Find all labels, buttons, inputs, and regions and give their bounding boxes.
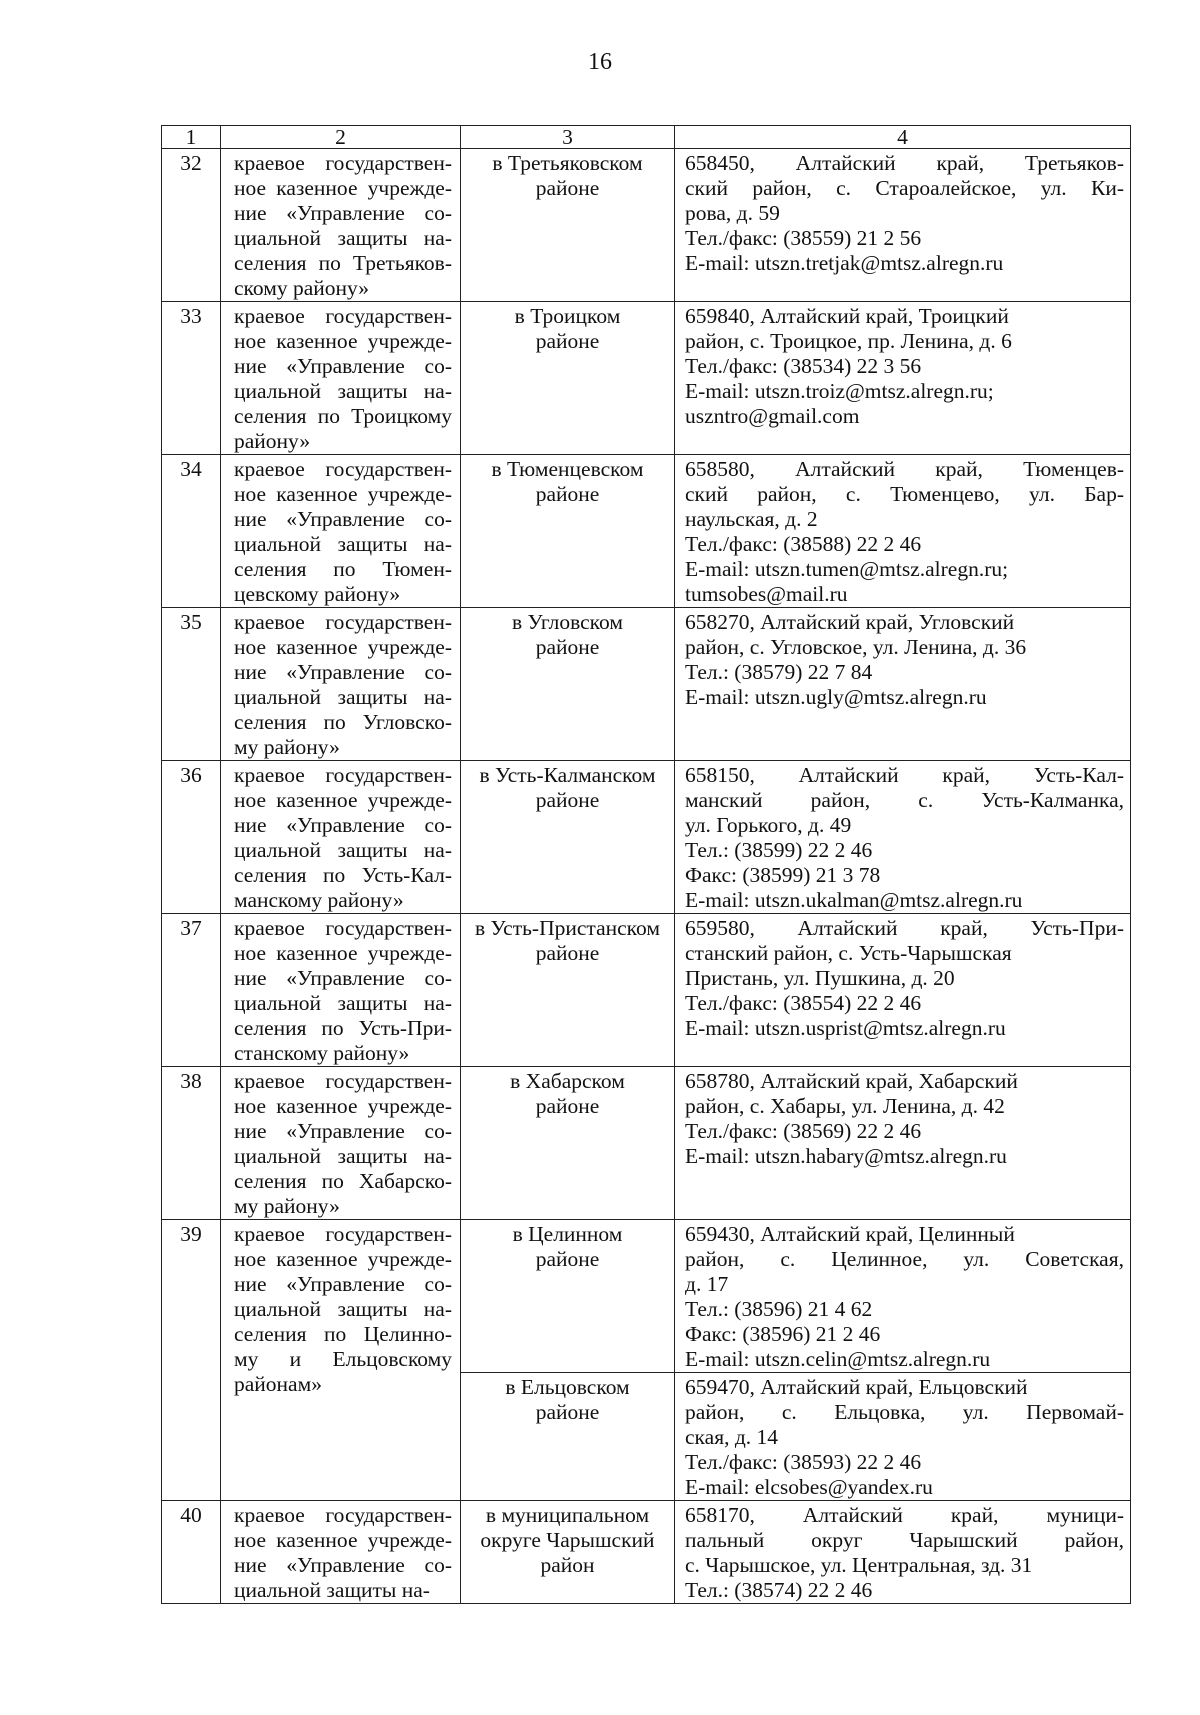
organization-name-line: селения по Третьяков- — [234, 251, 452, 275]
address-line: район, с. Целинное, ул. Советская, — [685, 1247, 1124, 1271]
address-line: 659470, Алтайский край, Ельцовский — [685, 1375, 1028, 1399]
organization-name-line: ние «Управление со- — [234, 507, 452, 531]
organization-name-line: циальной защиты на- — [234, 379, 452, 403]
district-name-line: в Тюменцевском — [491, 457, 644, 481]
district-name-line: районе — [535, 788, 600, 812]
organization-name-line: манскому району» — [234, 888, 404, 912]
address-contacts — [675, 1373, 1131, 1501]
row-number: 33 — [162, 302, 221, 455]
organization-name-line: селения по Тюмен- — [234, 557, 452, 581]
organization-name-line: ное казенное учрежде- — [234, 1528, 452, 1552]
organization-name-line: ние «Управление со- — [234, 966, 452, 990]
organization-name-line: циальной защиты на- — [234, 532, 452, 556]
header-col-3: 3 — [461, 126, 675, 149]
organization-name-line: станскому району» — [234, 1041, 410, 1065]
district-name — [461, 1501, 675, 1604]
email-line: E-mail: utszn.troiz@mtsz.alregn.ru; — [685, 379, 994, 403]
row-number: 35 — [162, 608, 221, 761]
district-name-line: в Усть-Калманском — [479, 763, 656, 787]
address-line: район, с. Угловское, ул. Ленина, д. 36 — [685, 635, 1027, 659]
address-line: 658150, Алтайский край, Усть-Кал- — [685, 763, 1124, 787]
address-line: 658170, Алтайский край, муници- — [685, 1503, 1124, 1527]
table-body — [162, 149, 1131, 1604]
page-number: 16 — [588, 49, 612, 75]
district-name-line: районе — [535, 941, 600, 965]
table-row — [162, 608, 1131, 761]
phone-line: Факс: (38599) 21 3 78 — [685, 863, 881, 887]
organization-name-line: ное казенное учрежде- — [234, 1094, 452, 1118]
phone-line: Тел.: (38599) 22 2 46 — [685, 838, 873, 862]
email-line: E-mail: utszn.habary@mtsz.alregn.ru — [685, 1144, 1007, 1168]
phone-line: Тел./факс: (38534) 22 3 56 — [685, 354, 922, 378]
table-row — [162, 761, 1131, 914]
row-number: 32 — [162, 149, 221, 302]
organization-name-line: му и Ельцовскому — [234, 1347, 452, 1371]
row-number: 37 — [162, 914, 221, 1067]
phone-line: Тел./факс: (38588) 22 2 46 — [685, 532, 922, 556]
organization-name-line: району» — [234, 429, 311, 453]
organization-name-line: краевое государствен- — [234, 763, 452, 787]
email-line: tumsobes@mail.ru — [685, 582, 848, 606]
address-line: 658580, Алтайский край, Тюменцев- — [685, 457, 1124, 481]
organization-name-line: краевое государствен- — [234, 457, 452, 481]
organization-name-line: циальной защиты на- — [234, 1297, 452, 1321]
organization-name-line: ное казенное учрежде- — [234, 176, 452, 200]
organization-name-line: ние «Управление со- — [234, 1119, 452, 1143]
district-name — [461, 302, 675, 455]
organization-name-line: ние «Управление со- — [234, 813, 452, 837]
row-number: 38 — [162, 1067, 221, 1220]
organization-name-line: ное казенное учрежде- — [234, 1247, 452, 1271]
address-line: 659580, Алтайский край, Усть-При- — [685, 916, 1124, 940]
organization-name-line: циальной защиты на- — [234, 1578, 430, 1602]
phone-line: Тел./факс: (38554) 22 2 46 — [685, 991, 922, 1015]
address-line: район, с. Ельцовка, ул. Первомай- — [685, 1400, 1124, 1424]
address-line: 659840, Алтайский край, Троицкий — [685, 304, 1009, 328]
address-line: пальный округ Чарышский район, — [685, 1528, 1124, 1552]
organization-name — [221, 149, 461, 302]
email-line: E-mail: utszn.tumen@mtsz.alregn.ru; — [685, 557, 1009, 581]
organization-name-line: краевое государствен- — [234, 1222, 452, 1246]
organization-name — [221, 302, 461, 455]
district-name-line: в муниципальном — [485, 1503, 650, 1527]
organization-name — [221, 608, 461, 761]
district-name-line: районе — [535, 635, 600, 659]
email-line: uszntro@gmail.com — [685, 404, 860, 428]
district-name-line: в Хабарском — [510, 1069, 625, 1093]
organization-name-line: скому району» — [234, 276, 370, 300]
organization-name-line: краевое государствен- — [234, 151, 452, 175]
district-name-line: районе — [535, 1094, 600, 1118]
address-contacts — [675, 302, 1131, 455]
header-col-2: 2 — [221, 126, 461, 149]
organization-name-line: ное казенное учрежде- — [234, 329, 452, 353]
organization-name-line: селения по Усть-При- — [234, 1016, 452, 1040]
organization-name-line: му району» — [234, 735, 340, 759]
address-line: Пристань, ул. Пушкина, д. 20 — [685, 966, 955, 990]
organization-name — [221, 1501, 461, 1604]
phone-line: Тел./факс: (38593) 22 2 46 — [685, 1450, 922, 1474]
address-contacts — [675, 455, 1131, 608]
organization-name-line: краевое государствен- — [234, 916, 452, 940]
district-name-line: районе — [535, 176, 600, 200]
organization-name-line: краевое государствен- — [234, 304, 452, 328]
address-contacts — [675, 1220, 1131, 1373]
district-name — [461, 149, 675, 302]
address-line: ский район, с. Тюменцево, ул. Бар- — [685, 482, 1124, 506]
district-name-line: в Целинном — [512, 1222, 623, 1246]
organization-name — [221, 1067, 461, 1220]
district-name-line: в Ельцовском — [505, 1375, 630, 1399]
district-name-line: в Третьяковском — [492, 151, 643, 175]
address-line: манский район, с. Усть-Калманка, — [685, 788, 1124, 812]
organization-name-line: циальной защиты на- — [234, 1144, 452, 1168]
organization-name-line: циальной защиты на- — [234, 226, 452, 250]
organization-name-line: ное казенное учрежде- — [234, 482, 452, 506]
row-number: 39 — [162, 1220, 221, 1501]
table-row — [162, 149, 1131, 302]
district-name-line: в Троицком — [514, 304, 621, 328]
organization-name-line: селения по Усть-Кал- — [234, 863, 452, 887]
address-contacts — [675, 914, 1131, 1067]
header-row — [162, 126, 1131, 149]
phone-line: Факс: (38596) 21 2 46 — [685, 1322, 881, 1346]
phone-line: Тел.: (38596) 21 4 62 — [685, 1297, 873, 1321]
address-line: д. 17 — [685, 1272, 729, 1296]
district-name-line: район — [540, 1553, 595, 1577]
address-line: наульская, д. 2 — [685, 507, 818, 531]
district-name-line: районе — [535, 1247, 600, 1271]
header-col-1: 1 — [162, 126, 221, 149]
organization-name-line: ние «Управление со- — [234, 660, 452, 684]
organization-name-line: циальной защиты на- — [234, 685, 452, 709]
organization-name-line: краевое государствен- — [234, 610, 452, 634]
district-name-line: районе — [535, 329, 600, 353]
organization-name-line: ние «Управление со- — [234, 354, 452, 378]
row-number: 34 — [162, 455, 221, 608]
address-contacts — [675, 149, 1131, 302]
organization-name — [221, 455, 461, 608]
organization-name-line: ние «Управление со- — [234, 1272, 452, 1296]
organization-name-line: ние «Управление со- — [234, 201, 452, 225]
phone-line: Тел.: (38574) 22 2 46 — [685, 1578, 873, 1602]
phone-line: Тел./факс: (38569) 22 2 46 — [685, 1119, 922, 1143]
organization-name-line: селения по Хабарско- — [234, 1169, 452, 1193]
table-row — [162, 1501, 1131, 1604]
table-row — [162, 455, 1131, 608]
address-line: 658780, Алтайский край, Хабарский — [685, 1069, 1018, 1093]
address-line: рова, д. 59 — [685, 201, 780, 225]
address-line: станский район, с. Усть-Чарышская — [685, 941, 1012, 965]
email-line: E-mail: utszn.ukalman@mtsz.alregn.ru — [685, 888, 1023, 912]
address-line: район, с. Троицкое, пр. Ленина, д. 6 — [685, 329, 1012, 353]
address-contacts — [675, 1067, 1131, 1220]
district-name — [461, 761, 675, 914]
organization-name-line: селения по Целинно- — [234, 1322, 452, 1346]
address-line: ский район, с. Староалейское, ул. Ки- — [685, 176, 1124, 200]
email-line: E-mail: utszn.tretjak@mtsz.alregn.ru — [685, 251, 1004, 275]
district-name — [461, 1067, 675, 1220]
organization-name — [221, 914, 461, 1067]
row-number: 36 — [162, 761, 221, 914]
address-contacts — [675, 1501, 1131, 1604]
organization-name — [221, 761, 461, 914]
address-line: с. Чарышское, ул. Центральная, зд. 31 — [685, 1553, 1033, 1577]
organization-name-line: краевое государствен- — [234, 1503, 452, 1527]
organization-name-line: ное казенное учрежде- — [234, 635, 452, 659]
table-row — [162, 1220, 1131, 1373]
district-name-line: районе — [535, 482, 600, 506]
address-line: 659430, Алтайский край, Целинный — [685, 1222, 1015, 1246]
phone-line: Тел.: (38579) 22 7 84 — [685, 660, 873, 684]
district-name-line: округе Чарышский — [480, 1528, 655, 1552]
district-name — [461, 1373, 675, 1501]
header-col-4: 4 — [675, 126, 1131, 149]
address-line: ул. Горького, д. 49 — [685, 813, 852, 837]
organization-name-line: ние «Управление со- — [234, 1553, 452, 1577]
email-line: E-mail: elcsobes@yandex.ru — [685, 1475, 933, 1499]
organization-name-line: цевскому району» — [234, 582, 401, 606]
email-line: E-mail: utszn.usprist@mtsz.alregn.ru — [685, 1016, 1006, 1040]
organization-name-line: селения по Угловско- — [234, 710, 452, 734]
district-name — [461, 608, 675, 761]
address-line: 658450, Алтайский край, Третьяков- — [685, 151, 1124, 175]
address-line: 658270, Алтайский край, Угловский — [685, 610, 1015, 634]
organization-name — [221, 1220, 461, 1501]
table-row — [162, 302, 1131, 455]
organization-name-line: краевое государствен- — [234, 1069, 452, 1093]
email-line: E-mail: utszn.ugly@mtsz.alregn.ru — [685, 685, 987, 709]
district-name-line: в Усть-Пристанском — [475, 916, 660, 940]
district-name — [461, 1220, 675, 1373]
district-name — [461, 914, 675, 1067]
address-line: ская, д. 14 — [685, 1425, 779, 1449]
address-contacts — [675, 761, 1131, 914]
address-line: район, с. Хабары, ул. Ленина, д. 42 — [685, 1094, 1005, 1118]
email-line: E-mail: utszn.celin@mtsz.alregn.ru — [685, 1347, 991, 1371]
organization-name-line: циальной защиты на- — [234, 991, 452, 1015]
table-row — [162, 1067, 1131, 1220]
address-contacts — [675, 608, 1131, 761]
district-name-line: в Угловском — [512, 610, 623, 634]
row-number: 40 — [162, 1501, 221, 1604]
table-row — [162, 914, 1131, 1067]
organization-name-line: селения по Троицкому — [234, 404, 452, 428]
phone-line: Тел./факс: (38559) 21 2 56 — [685, 226, 922, 250]
organization-name-line: районам» — [234, 1372, 322, 1396]
organization-name-line: циальной защиты на- — [234, 838, 452, 862]
institutions-table — [161, 125, 1131, 1604]
organization-name-line: ное казенное учрежде- — [234, 788, 452, 812]
organization-name-line: ное казенное учрежде- — [234, 941, 452, 965]
district-name-line: районе — [535, 1400, 600, 1424]
district-name — [461, 455, 675, 608]
organization-name-line: му району» — [234, 1194, 340, 1218]
